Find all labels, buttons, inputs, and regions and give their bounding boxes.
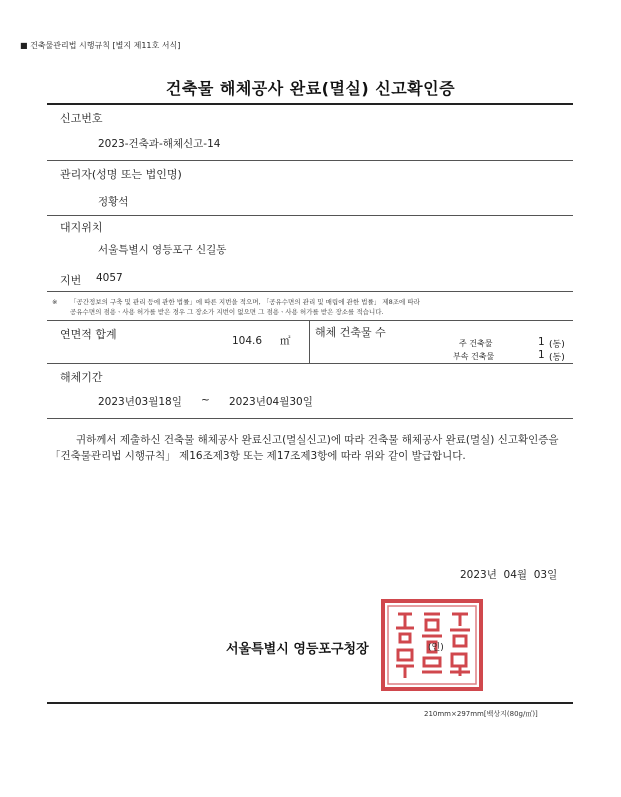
- period-label: 해체기간: [60, 371, 103, 384]
- note-line-1: 「공간정보의 구축 및 관리 등에 관한 법률」에 따른 지번을 적으며, 「공유수면의 관리 및 매립에 관한 법률」 제8조에 따라: [70, 298, 420, 306]
- seal-mark: (인): [428, 643, 444, 653]
- page-title: 건축물 해체공사 완료(멸실) 신고확인증: [165, 79, 456, 98]
- rule-after-note: [47, 320, 573, 321]
- site-value: 서울특별시 영등포구 신길동: [98, 244, 227, 256]
- main-building-label: 주 건축물: [459, 339, 493, 348]
- rule-after-area: [47, 363, 573, 364]
- lot-value: 4057: [96, 272, 123, 284]
- area-label: 연면적 합계: [60, 328, 117, 341]
- rule-after-period: [47, 418, 573, 419]
- issuer-name: 서울특별시 영등포구청장: [226, 642, 369, 657]
- period-end: 2023년04월30일: [229, 396, 313, 408]
- bottom-rule: [47, 702, 573, 704]
- period-start: 2023년03월18일: [98, 396, 182, 408]
- top-rule: [47, 103, 573, 105]
- manager-label: 관리자(성명 또는 법인명): [60, 168, 182, 181]
- area-value: 104.6: [232, 335, 263, 347]
- area-divider: [309, 320, 310, 363]
- note-mark: ※: [52, 298, 58, 306]
- area-unit: ㎡: [280, 335, 291, 347]
- sub-building-unit: (동): [549, 353, 565, 363]
- sub-building-label: 부속 건축물: [453, 352, 495, 361]
- confirmation-text: 귀하께서 제출하신 건축물 해체공사 완료신고(멸실신고)에 따라 건축물 해체공사 완료(멸실) 신고확인증을 「건축물관리법 시행규칙」 제16조제3항 또는 제17조제3항에 따라 위와 같이 발급합니다.: [50, 434, 559, 462]
- period-separator: ~: [201, 394, 210, 406]
- sub-building-value: 1: [538, 349, 545, 361]
- issue-date: 2023년 04월 03일: [460, 569, 558, 581]
- manager-value: 정황석: [98, 196, 129, 208]
- lot-label: 지번: [60, 274, 82, 287]
- buildings-label: 해체 건축물 수: [315, 326, 386, 339]
- rule-after-manager: [47, 215, 573, 216]
- site-label: 대지위치: [60, 221, 103, 234]
- rule-after-number: [47, 160, 573, 161]
- main-building-value: 1: [538, 336, 545, 348]
- form-tag: ■ 건축물관리법 시행규칙 [별지 제11호 서식]: [20, 41, 181, 50]
- main-building-unit: (동): [549, 340, 565, 350]
- report-number-value: 2023-건축과-해체신고-14: [98, 138, 221, 150]
- note-line-2: 공유수면의 점용ㆍ사용 허가를 받은 경우 그 장소가 지번이 없으면 그 점용ㆍ사용 허가를 받은 장소를 적습니다.: [70, 308, 384, 316]
- rule-after-lot: [47, 291, 573, 292]
- paper-spec: 210mm×297mm[백상지(80g/㎡)]: [424, 710, 538, 718]
- report-number-label: 신고번호: [60, 112, 103, 125]
